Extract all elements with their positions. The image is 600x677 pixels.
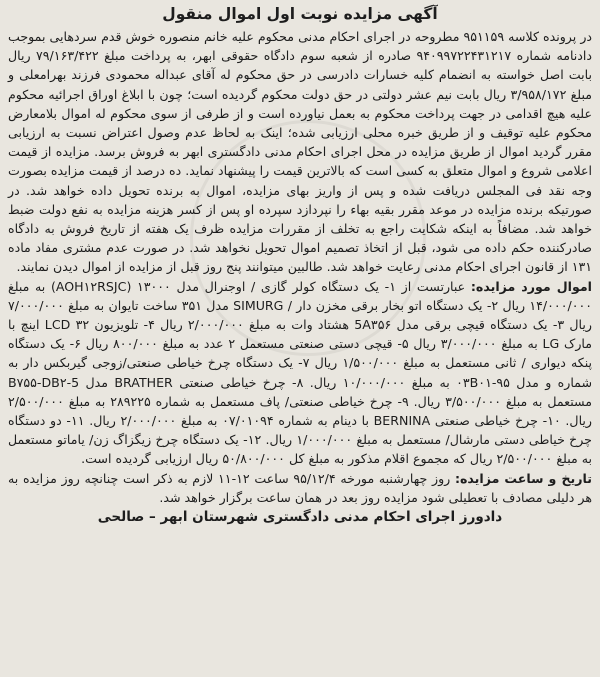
date-paragraph [8, 469, 592, 507]
signature: دادورز اجرای احکام مدنی دادگستری شهرستان ابهر – صالحی [97, 509, 503, 526]
notice-body: در پرونده کلاسه ۹۵۱۱۵۹ مطروحه در اجرای احکام مدنی محکوم علیه خانم منصوره خوش قدم سردهایی بموجب دادنامه شماره ۹۴۰۹۹۷۲۲۴۳۱۲۱۷ صادره از شعبه سوم دادگاه حقوقی ابهر، به پرداخت مبلغ ۷۹/۱۶۳/۴۲۲ ریال بابت اصل خواسته به انضمام کلیه خسارات دادرسی در حق محکوم له آقای عبداله محمودی فرزند بهرامعلی و مبلغ ۳/۹۵۸/۱۷۲ ریال بابت نیم عشر دولتی در حق دولت محکوم گردیده است؛ چون با ابلاغ اوراق اجرائیه محکوم علیه هیچ اقدامی در جهت پرداخت محکوم به بعمل نیاورده است و از طرفی از سوی محکوم له اموال بلامعارض محکوم علیه توقیف و از طریق خبره محلی ارزیابی شده؛ اینک به لحاظ عدم وصول اعتراض نسبت به ارزیابی مقرر گردید اموال از طریق مزایده در محل اجرای احکام مدنی دادگستری ابهر به فروش برسد. مزایده از قیمت اعلامی شروع و اموال متعلق به کسی است که بالاترین قیمت را پیشنهاد نماید. ده درصد از قیمت مزایده بصورت وجه نقد فی المجلس دریافت شده و پس از واریز بهای مزایده، اموال به برنده تحویل داده خواهد شد. در صورتیکه برنده مزایده در موعد مقرر بقیه بهاء را نپردازد سپرده او پس از کسر هزینه مزایده به نفع دولت ضبط خواهد شد. مضافاً به اینکه شکایت راجع به تخلف از مقررات مزایده ظرف یک هفته از تاریخ فروش به دادگاه صادرکننده حکم داده می شود، قبل از اتخاذ تصمیم اموال تحویل نخواهد شد. در صورت عدم مشتری مفاد ماده ۱۳۱ از قانون اجرای احکام مدنی رعایت خواهد شد. طالبین میتوانند پنج روز قبل از مزایده از اموال دیدن نمایند. [8, 29, 593, 275]
items-paragraph [8, 277, 592, 469]
notice-title: آگهی مزایده نوبت اول اموال منقول [162, 5, 438, 23]
items-heading: اموال مورد مزایده: [470, 278, 592, 294]
date-heading: تاریخ و ساعت مزایده: [454, 470, 592, 486]
items-text: عبارتست از ۱- یک دستگاه کولر گازی / اوجنرال مدل ۱۳۰۰۰ (AOH۱۲RSJC) به مبلغ ۱۴/۰۰۰/۰۰۰ ریال ۲- یک دستگاه اتو بخار برقی مخزن دار / SIMURG مدل ۳۵۱ ساخت تایوان به مبلغ ۷/۰۰۰/۰۰۰ ریال ۳- یک دستگاه قیچی برقی مدل 5A۳۵۶ هشتاد وات به مبلغ ۲/۰۰۰/۰۰۰ ریال ۴- تلویزیون LCD ۳۲ اینچ با مارک LG به مبلغ ۳/۰۰۰/۰۰۰ ریال ۵- قیچی دستی صنعتی مستعمل ۲ عدد به مبلغ ۸۰۰/۰۰۰ ریال ۶- یک دستگاه پنکه دیواری / ثانی مستعمل به مبلغ ۱/۵۰۰/۰۰۰ ریال ۷- یک دستگاه چرخ خیاطی صنعتی/زوجی گیربکس دار به شماره و مدل ۹۵-۰۳B۰۱ به مبلغ ۱۰/۰۰۰/۰۰۰ ریال. ۸- چرخ خیاطی صنعتی BRATHER مدل B۷۵۵-DB۲-5 مستعمل به مبلغ ۳/۵۰۰/۰۰۰ ریال. ۹- چرخ خیاطی صنعتی/ پاف مستعمل به شماره ۲۸۹۲۲۵ به مبلغ ۲/۵۰۰/۰۰۰ ریال. ۱۰- چرخ خیاطی صنعتی BERNINA با دینام به شماره ۰۷/۰۱۰۹۴ به مبلغ ۲/۰۰۰/۰۰۰ ریال. ۱۱- دو دستگاه چرخ خیاطی دستی مارشال/ مستعمل به مبلغ ۱/۰۰۰/۰۰۰ ریال. ۱۲- یک دستگاه چرخ زیگزاگ زن/ یاماتو مستعمل به مبلغ ۲/۵۰۰/۰۰۰ ریال که مجموع اقلام مذکور به مبلغ کل ۵۰/۸۰۰/۰۰۰ ریال ارزیابی گردیده است. [8, 278, 593, 467]
date-text: روز چهارشنبه مورخه ۹۵/۱۲/۴ ساعت ۱۲-۱۱ لازم به ذکر است چنانچه روز مزایده به هر دلیلی مصادف با تعطیلی شود مزایده روز بعد در همان ساعت برگزار خواهد شد. [8, 470, 592, 505]
